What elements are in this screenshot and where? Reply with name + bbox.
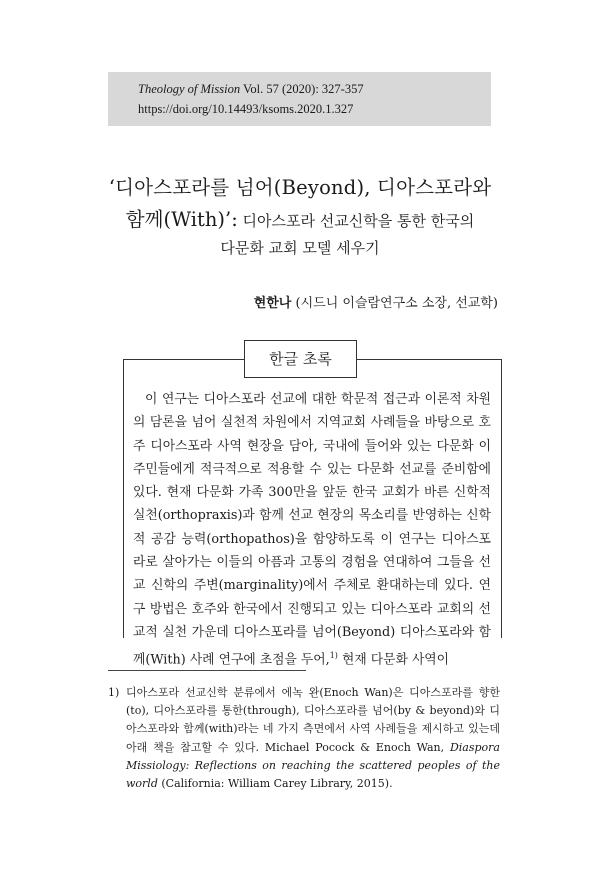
subtitle-part: 디아스포라 선교신학을 통한 한국의 [237,212,475,230]
abstract-body [133,388,491,672]
title-main-part: 함께(With)’: [125,208,238,231]
title-line-2 [0,204,600,232]
footnote [108,684,500,793]
author-name: 현한나 [253,296,292,311]
abstract-text-continued: 현재 다문화 사역이 [337,652,450,668]
author-line [254,292,498,311]
footnote-reference[interactable]: 1) [329,651,338,661]
title-line-1: ‘디아스포라를 넘어(Beyond), 디아스포라와 [108,176,492,199]
abstract-label: 한글 초록 [244,340,357,378]
subtitle-line: 다문화 교회 모델 세우기 [220,239,380,257]
journal-name: Theology of Mission [138,82,241,96]
abstract-text: 이 연구는 디아스포라 선교에 대한 학문적 접근과 이론적 차원의 담론을 넘어 실천적 차원에서 지역교회 사례들을 바탕으로 호주 디아스포라 사역 현장을 담아, 국내에 들어와 있는 다문화 이주민들에게 적극적으로 적용할 수 있는 다문화 선교를 준비함에 있다. 현재 다문화 가족 300만을 앞둔 한국 교회가 바른 신학적 실천(orthopraxis)과 함께 선교 현장의 목소리를 반영하는 신학적 공감 능력(orthopathos)을 함양하도록 이 연구는 디아스포라로 살아가는 이들의 아픔과 고통의 경험을 연대하여 그들을 선교 신학의 주변(marginality)에서 주체로 환대하는데 있다. 연구 방법은 호주와 한국에서 진행되고 있는 디아스포라 교회의 선교적 실천 가운데 디아스포라를 넘어(Beyond) 디아스포라와 함께(With) 사례 연구에 초점을 두어, [133,392,491,668]
doi-link[interactable]: https://doi.org/10.14493/ksoms.2020.1.327 [138,102,354,116]
footnote-text-part-b: (California: William Carey Library, 2015). [157,777,393,791]
journal-header-box [108,72,491,126]
footnote-text-part-a: 디아스포라 선교신학 분류에서 에녹 완(Enoch Wan)은 디아스포라를 향한(to), 디아스포라를 통한(through), 디아스포라를 넘어(by & beyond)와 디아스포라와 함께(with)라는 네 가지 측면에서 사역 사례들을 제시하고 있는데 아래 책을 참고할 수 있다. Michael Pocock & Enoch Wan, [126,686,500,754]
footnote-number: 1) [108,686,120,699]
journal-citation [138,82,364,97]
footnote-text [126,684,500,793]
footnote-rule [108,670,306,671]
volume-pages: Vol. 57 (2020): 327-357 [240,82,364,96]
author-affiliation: (시드니 이슬람연구소 소장, 선교학) [291,296,498,311]
footnote-book-title: Diaspora Missiology: Reflections on reaching the scattered peoples of the world [126,740,500,791]
